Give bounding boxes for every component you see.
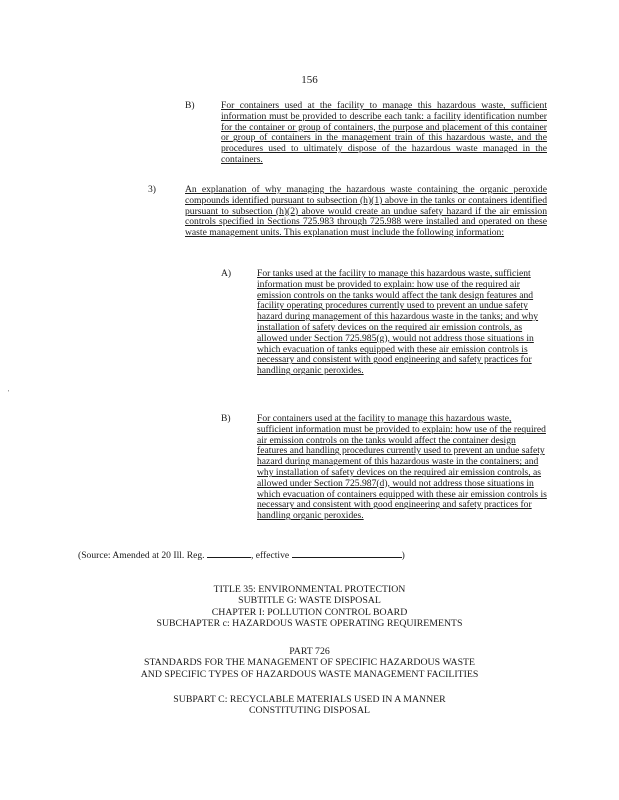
- subchapter-heading: SUBCHAPTER c: HAZARDOUS WASTE OPERATING REQUIREMENTS: [156, 618, 463, 630]
- section-text-a-tanks: For tanks used at the facility to manage this hazardous waste, sufficient information must be provided to explain: how use of the required air emission controls on the tanks would affect the tank design features and facility operating procedures currently used to prevent an undue safety hazard during management of this hazardous waste in the tanks; and why installation of safety devices on the required air emission controls, as allowed under Section 725.985(g), would not address those situations in which evacuation of tanks equipped with these air emission controls is necessary and consistent with good engineering and safety practices for handling organic peroxides.: [257, 268, 539, 377]
- source-blank-register: [207, 549, 251, 558]
- part-heading: PART 726: [289, 646, 330, 657]
- subpart-heading-group: [0, 694, 619, 717]
- subtitle-heading: SUBTITLE G: WASTE DISPOSAL: [238, 595, 381, 607]
- section-marker-a-tanks: A): [221, 268, 232, 279]
- source-note: [78, 549, 478, 561]
- title-heading: TITLE 35: ENVIRONMENTAL PROTECTION: [213, 584, 406, 595]
- subpart-heading-line-2: CONSTITUTING DISPOSAL: [248, 705, 371, 717]
- title-heading-group: [0, 584, 619, 630]
- part-title-line-2: AND SPECIFIC TYPES OF HAZARDOUS WASTE MANAGEMENT FACILITIES: [140, 668, 479, 680]
- section-text-3: An explanation of why managing the hazardous waste containing the organic peroxide compounds identified pursuant to subsection (h)(1) above in the tanks or containers identified pursuant to subsection (h)(2) above would create an undue safety hazard if the air emission controls specified in Sections 725.983 through 725.988 were installed and operated on these waste management units. This explanation must include the following information:: [185, 184, 547, 239]
- section-marker-b-containers: B): [185, 100, 195, 111]
- source-blank-effective-date: [292, 549, 402, 558]
- section-text-b-containers: For containers used at the facility to manage this hazardous waste, sufficient information must be provided to describe each tank: a facility identification number for the container or group of containers, the purpose and placement of this container or group of containers in the management train of this hazardous waste, and the procedures used to ultimately dispose of the hazardous waste managed in the containers.: [221, 100, 547, 165]
- section-marker-b-containers-explanation: B): [221, 413, 231, 424]
- section-text-b-containers-explanation: For containers used at the facility to manage this hazardous waste, sufficient information must be provided to explain: how use of the required air emission controls on the tanks would affect the container design features and handling procedures currently used to prevent an undue safety hazard during management of this hazardous waste in the containers; and why installation of safety devices on the required air emission controls, as allowed under Section 725.987(d), would not address those situations in which evacuation of containers equipped with these air emission controls is necessary and consistent with good engineering and safety practices for handling organic peroxides.: [257, 413, 547, 522]
- part-title-line-1: STANDARDS FOR THE MANAGEMENT OF SPECIFIC HAZARDOUS WASTE: [144, 657, 475, 669]
- section-marker-3: 3): [148, 184, 156, 195]
- subpart-heading-line-1: SUBPART C: RECYCLABLE MATERIALS USED IN A MANNER: [173, 694, 446, 705]
- stray-mark: ': [8, 389, 10, 397]
- page-number: 156: [301, 74, 318, 86]
- source-middle: , effective: [250, 550, 290, 561]
- part-heading-group: [0, 646, 619, 680]
- chapter-heading: CHAPTER I: POLLUTION CONTROL BOARD: [211, 606, 408, 618]
- source-suffix: ): [401, 550, 405, 561]
- source-prefix: (Source: Amended at 20 Ill. Reg.: [78, 550, 205, 561]
